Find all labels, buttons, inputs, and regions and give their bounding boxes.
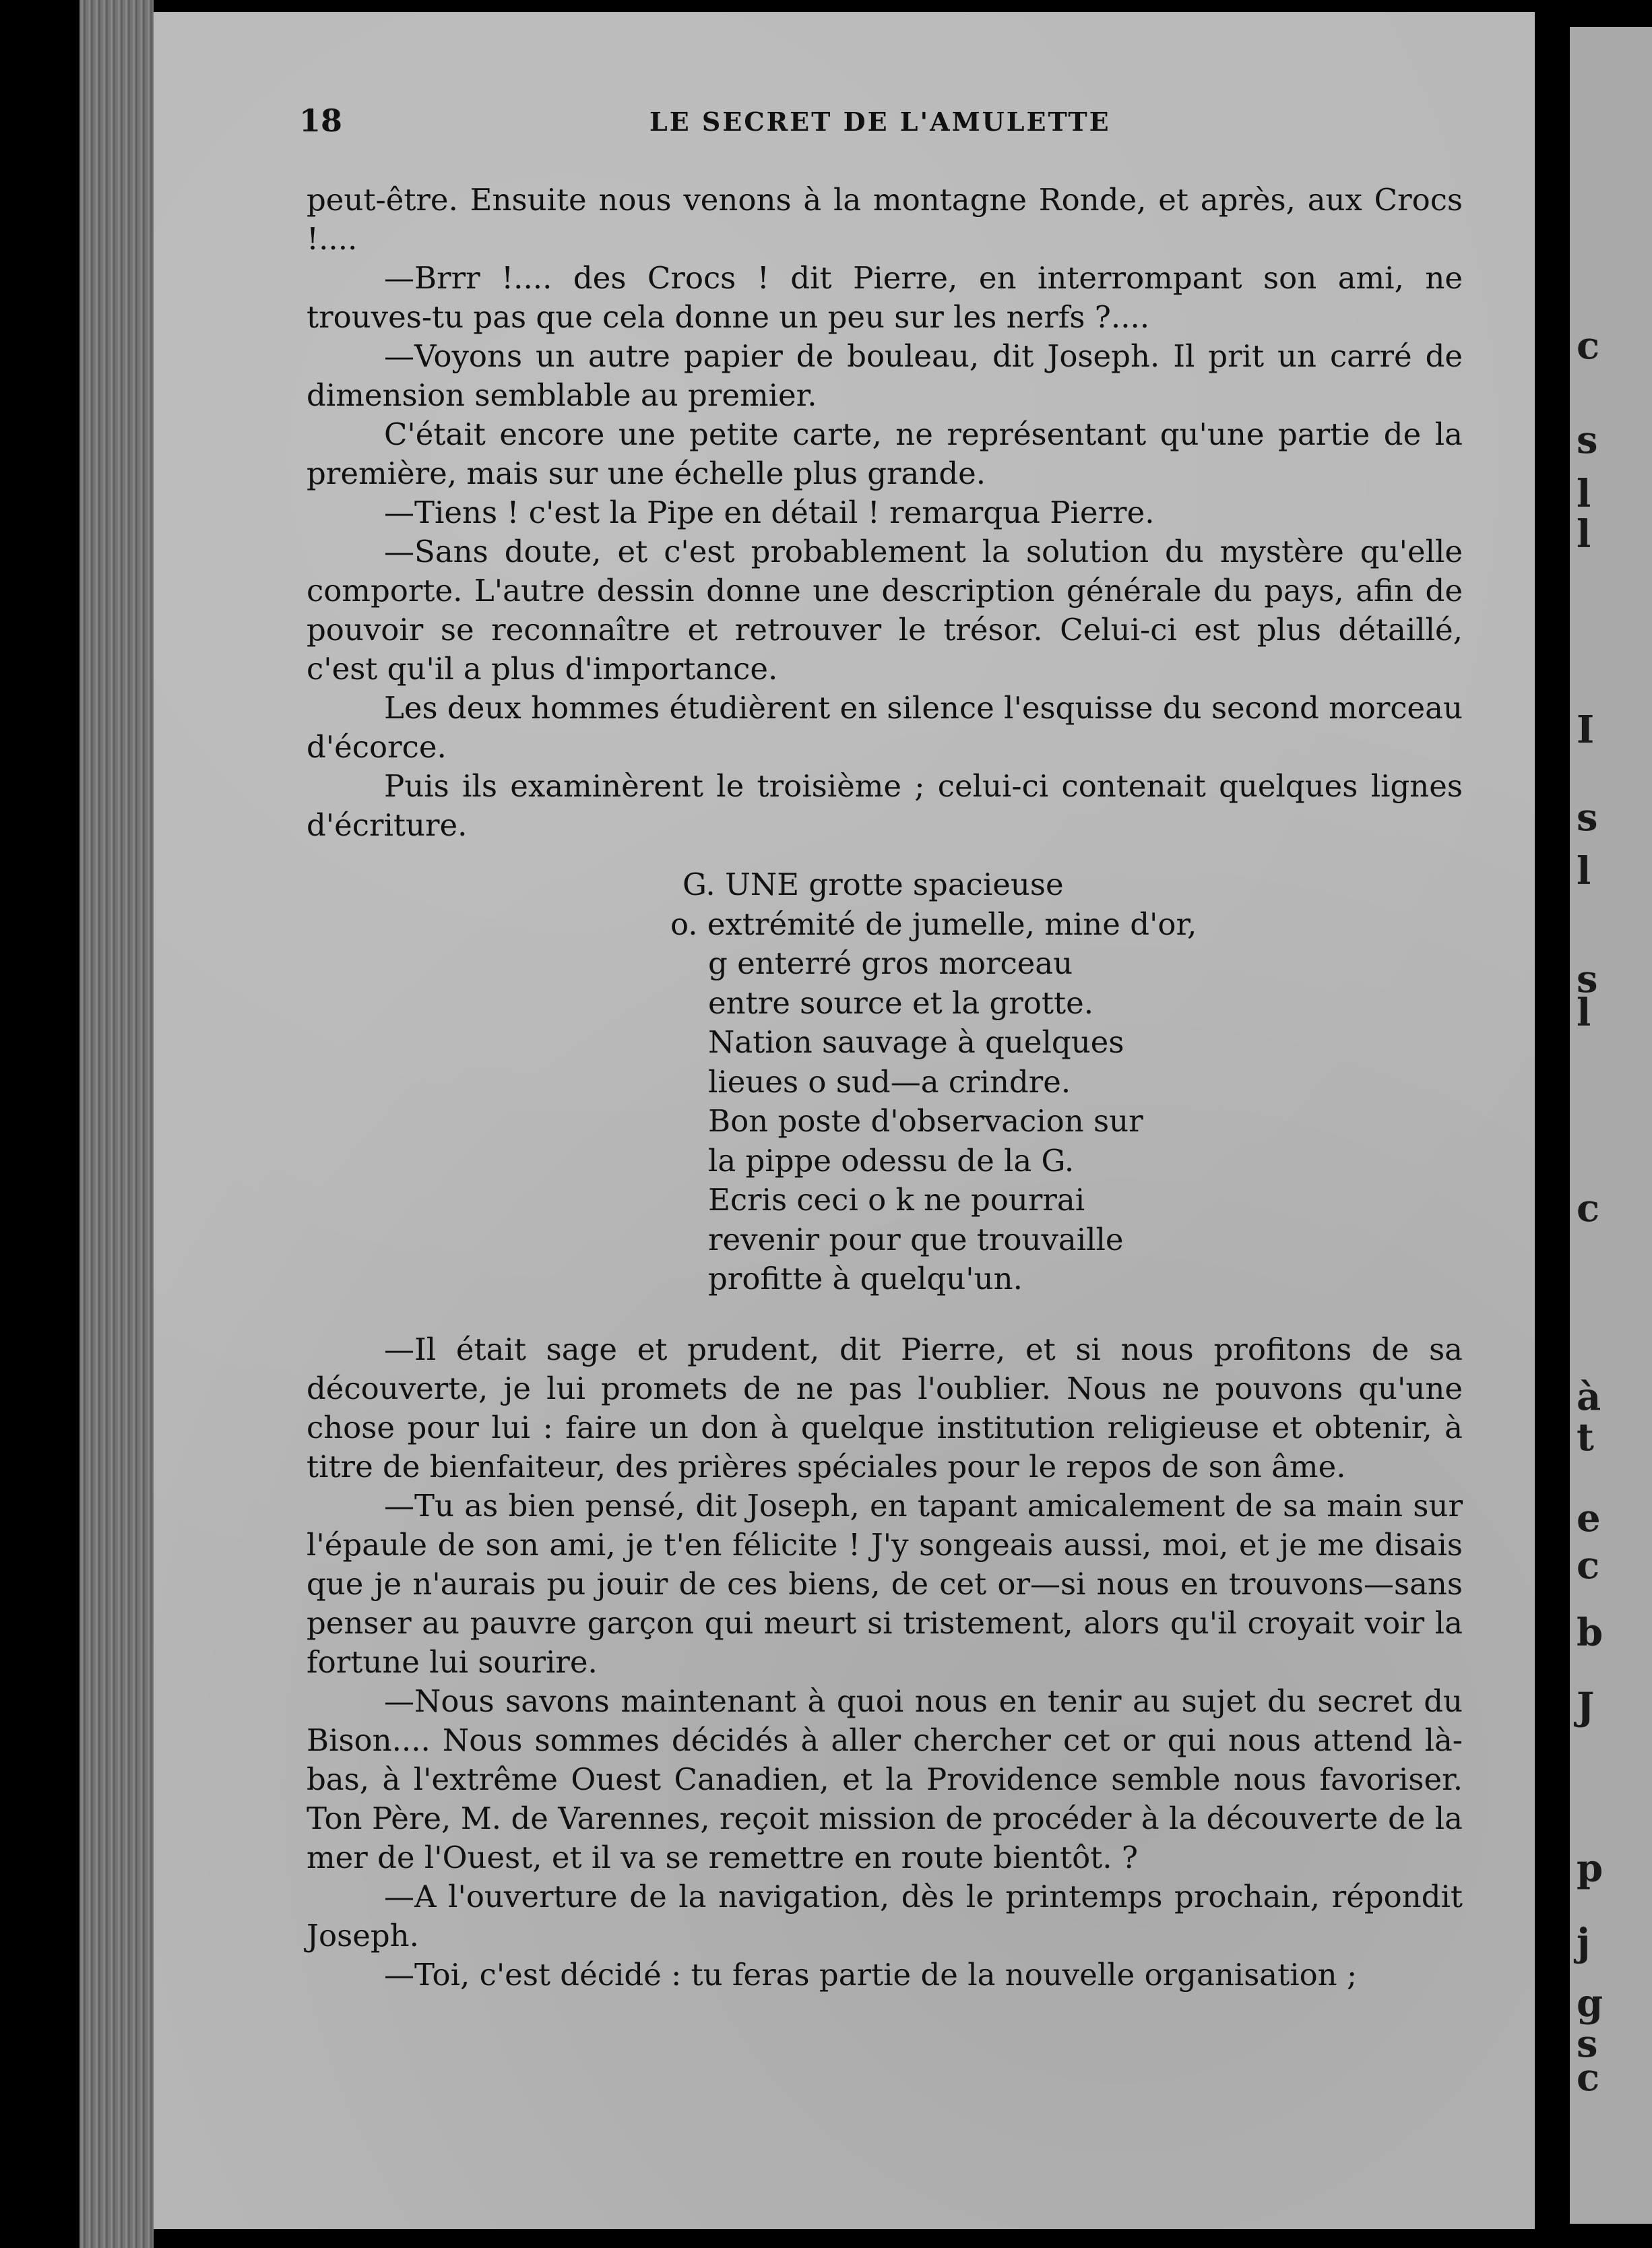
adjacent-letter: s <box>1577 2022 1598 2066</box>
adjacent-letter: s <box>1577 795 1598 840</box>
note-line: G. UNE grotte spacieuse <box>682 867 1064 902</box>
note-line: la pippe odessu de la G. <box>708 1142 1075 1179</box>
note-line: Nation sauvage à quelques <box>708 1024 1124 1060</box>
book-title-header: LE SECRET DE L'AMULETTE <box>649 106 1111 137</box>
note-line: Ecris ceci o k ne pourrai <box>708 1182 1085 1218</box>
paragraph: Puis ils examinèrent le troisième ; celui-ci contenait quelques lignes d'écriture. <box>307 768 1463 843</box>
page-body <box>307 181 1463 1995</box>
note-line: lieues o sud—a crindre. <box>708 1063 1071 1100</box>
adjacent-letter: e <box>1577 1496 1601 1540</box>
paragraph: peut-être. Ensuite nous venons à la montagne Ronde, et après, aux Crocs !.... <box>307 182 1463 257</box>
note-line: g enterré gros morceau <box>708 945 1073 981</box>
adjacent-page-strip <box>1570 27 1652 2224</box>
adjacent-letter: l <box>1577 512 1591 557</box>
paragraph: —A l'ouverture de la navigation, dès le printemps prochain, répondit Joseph. <box>307 1878 1463 1954</box>
paragraph: Les deux hommes étudièrent en silence l'esquisse du second morceau d'écorce. <box>307 690 1463 765</box>
adjacent-letter: l <box>1577 991 1591 1035</box>
adjacent-letter: I <box>1577 708 1595 752</box>
paragraph: —Tiens ! c'est la Pipe en détail ! remarqua Pierre. <box>384 495 1155 530</box>
adjacent-letter: J <box>1577 1685 1595 1729</box>
adjacent-letter: l <box>1577 472 1591 516</box>
paragraph: —Toi, c'est décidé : tu feras partie de la nouvelle organisation ; <box>384 1956 1358 1993</box>
paragraph: —Nous savons maintenant à quoi nous en tenir au sujet du secret du Bison.... Nous sommes décidés à aller chercher cet or qui nous attend là-bas, à l'extrême Ouest Canadien, et la Providence semble nous favoriser. Ton Père, M. de Varennes, reçoit mission de procéder à la découverte de la mer de l'Ouest, et il va se remettre en route bientôt. ? <box>307 1683 1463 1875</box>
adjacent-letter: c <box>1577 1186 1600 1230</box>
paragraph: —Voyons un autre papier de bouleau, dit Joseph. Il prit un carré de dimension semblable au premier. <box>307 338 1463 413</box>
note-line: profitte à quelqu'un. <box>708 1261 1023 1297</box>
note-line: Bon poste d'observacion sur <box>708 1103 1143 1139</box>
paragraph: —Brrr !.... des Crocs ! dit Pierre, en interrompant son ami, ne trouves-tu pas que cela donne un peu sur les nerfs ?.... <box>307 260 1463 335</box>
adjacent-letter: t <box>1577 1415 1594 1460</box>
page-stack-edge <box>80 0 154 2248</box>
adjacent-letter: b <box>1577 1611 1603 1655</box>
adjacent-letter: g <box>1577 1981 1603 2026</box>
adjacent-letter: à <box>1577 1375 1601 1419</box>
paragraph: —Sans doute, et c'est probablement la solution du mystère qu'elle comporte. L'autre dessin donne une description générale du pays, afin de pouvoir se reconnaître et retrouver le trésor. Celui-ci est plus détaillé, c'est qu'il a plus d'importance. <box>307 534 1463 687</box>
adjacent-letter: l <box>1577 849 1591 894</box>
adjacent-letter: c <box>1577 1543 1600 1588</box>
note-line: entre source et la grotte. <box>708 985 1094 1021</box>
bark-note <box>307 865 1463 1299</box>
paragraph: —Il était sage et prudent, dit Pierre, et si nous profitons de sa découverte, je lui promets de ne pas l'oublier. Nous ne pouvons qu'une chose pour lui : faire un don à quelque institution religieuse et obtenir, à titre de bienfaiteur, des prières spéciales pour le repos de son âme. <box>307 1331 1463 1485</box>
page-number: 18 <box>299 102 343 139</box>
adjacent-letter: s <box>1577 418 1598 462</box>
note-line: revenir pour que trouvaille <box>708 1221 1124 1257</box>
adjacent-letter: s <box>1577 957 1598 1001</box>
adjacent-letter: c <box>1577 323 1600 368</box>
note-line: o. extrémité de jumelle, mine d'or, <box>670 906 1197 942</box>
paragraph: —Tu as bien pensé, dit Joseph, en tapant amicalement de sa main sur l'épaule de son ami, je t'en félicite ! J'y songeais aussi, moi, et je me disais que je n'aurais pu jouir de ces biens, de cet or—si nous en trouvons—sans penser au pauvre garçon qui meurt si tristement, alors qu'il croyait voir la fortune lui sourire. <box>307 1487 1463 1680</box>
paragraph: C'était encore une petite carte, ne représentant qu'une partie de la première, mais sur une échelle plus grande. <box>307 416 1463 491</box>
adjacent-letter: p <box>1577 1846 1603 1891</box>
adjacent-letter: j <box>1577 1921 1591 1965</box>
adjacent-letter: c <box>1577 2055 1600 2100</box>
